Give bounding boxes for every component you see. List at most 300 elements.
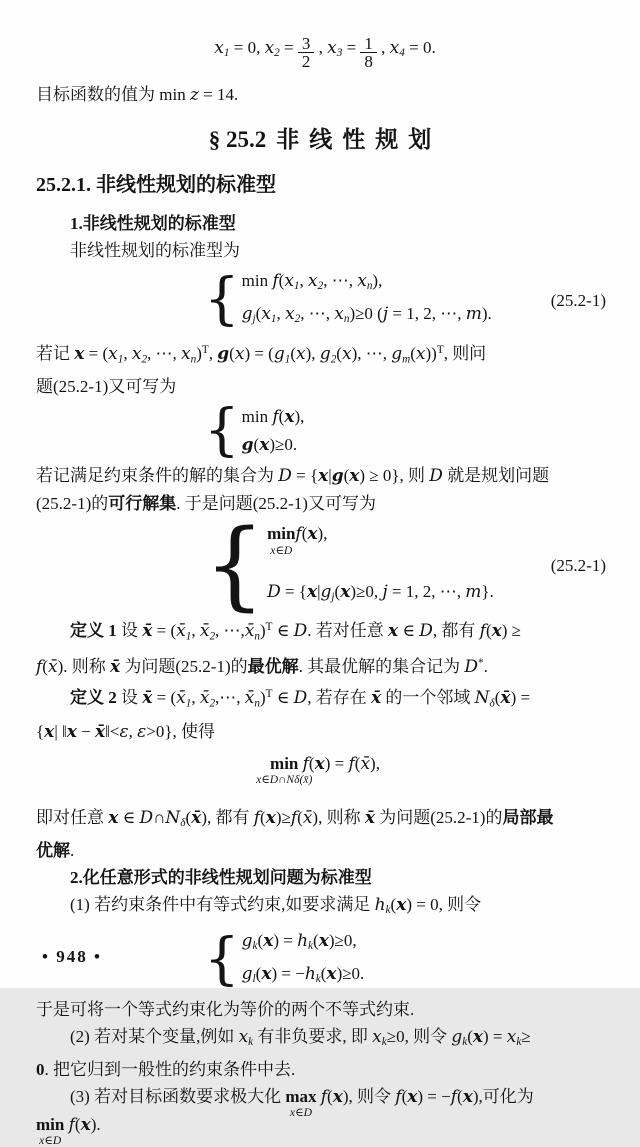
math-subscript: k	[252, 940, 258, 953]
text-run: (	[334, 581, 341, 601]
math-vector-variable: x	[318, 465, 329, 486]
text-run: (	[278, 271, 285, 291]
local-min-equation	[36, 750, 614, 786]
math-variable: ε	[119, 721, 129, 742]
math-variable: x	[284, 271, 294, 292]
text-line	[36, 462, 614, 490]
math-variable: x	[308, 271, 318, 292]
math-subscript: n	[343, 313, 350, 326]
text-line	[36, 1023, 614, 1056]
math-variable: D	[293, 688, 308, 709]
text-line	[36, 614, 614, 650]
text-run: (	[336, 343, 342, 363]
math-subscript: j	[252, 313, 256, 326]
math-variable: x	[296, 343, 306, 364]
text-run: 为问题(25.2-1)的	[120, 657, 248, 677]
text-run: )	[260, 621, 266, 641]
text-run: 若记	[36, 343, 75, 363]
text-line	[36, 337, 614, 373]
text-run: (	[343, 465, 350, 485]
text-run: (	[301, 523, 308, 543]
math-variable: x̄	[176, 688, 186, 709]
left-brace-glyph: {	[204, 397, 240, 463]
equation-row	[242, 960, 365, 993]
text-run: (	[278, 406, 285, 426]
text-run: min	[241, 271, 273, 291]
text-run: ) = 0, 则令	[406, 894, 482, 914]
text-run: ≥0, 则令	[386, 1027, 452, 1047]
subsection-title	[36, 172, 614, 198]
math-vector-variable: x̄	[371, 688, 382, 709]
math-subscript: 4	[399, 47, 405, 60]
document-content	[36, 33, 614, 1147]
math-subscript: δ	[180, 816, 186, 829]
text-run: ‖<	[105, 721, 120, 741]
text-run: ),	[317, 523, 328, 543]
page-number: • 948 •	[42, 947, 102, 966]
math-vector-variable: x̄	[109, 657, 121, 678]
equation-number: (25.2-1)	[550, 555, 606, 575]
text-run: ),	[294, 406, 305, 426]
math-variable: f	[302, 753, 309, 774]
math-variable: x	[389, 38, 400, 58]
math-variable: x	[234, 343, 245, 364]
text-line	[36, 1056, 614, 1083]
text-run: (	[255, 304, 262, 324]
text-run: (	[74, 1115, 81, 1135]
text-run: 若记满足约束条件的解的集合为	[36, 465, 279, 485]
math-subscript: 1	[223, 47, 230, 60]
math-variable: D	[429, 465, 443, 486]
math-variable: m	[465, 581, 482, 602]
text-run: (	[390, 894, 397, 914]
bold-text-run: 2.化任意形式的非线性规划问题为标准型	[70, 867, 372, 887]
math-variable: D	[293, 621, 308, 642]
math-superscript: T	[201, 343, 209, 356]
math-variable: f	[320, 1087, 328, 1108]
display-equation-group	[36, 509, 614, 622]
text-run: = (	[84, 343, 109, 363]
math-variable: g	[319, 343, 331, 364]
math-vector-variable: x	[259, 434, 270, 455]
math-variable: D	[464, 657, 478, 678]
text-run: ), 都有	[201, 807, 254, 827]
math-variable: j	[382, 581, 388, 602]
text-run: .	[70, 840, 75, 860]
text-run: ), ⋯,	[351, 343, 392, 363]
math-variable: x̄	[302, 807, 313, 828]
math-variable: x	[131, 343, 142, 364]
math-vector-variable: x	[407, 1087, 418, 1108]
text-run: 目标函数的值为 min	[36, 85, 190, 105]
text-run: ∈	[272, 621, 294, 641]
math-vector-variable: x	[326, 964, 337, 985]
bold-text-run: 0	[36, 1060, 45, 1080]
math-superscript: T	[265, 621, 273, 633]
text-run: , ⋯,	[323, 271, 358, 291]
text-run: . 把它归到一般性的约束条件中去.	[44, 1060, 296, 1080]
text-run: ∈	[398, 621, 420, 641]
math-vector-variable: x	[261, 964, 272, 985]
text-run: | ‖	[54, 721, 67, 741]
display-equation-group	[36, 397, 614, 463]
text-run: ))	[425, 343, 437, 363]
fraction-numerator: 3	[301, 33, 311, 53]
equation-row	[242, 403, 305, 431]
bold-text-run: 定义 2	[70, 688, 117, 708]
text-run: min	[241, 406, 273, 426]
text-run: )≥0.	[269, 434, 298, 454]
math-vector-variable: x	[340, 581, 351, 602]
math-variable: D	[419, 621, 433, 642]
bold-text-run: 25.2.1. 非线性规划的标准型	[36, 174, 276, 197]
math-variable: N	[165, 807, 181, 828]
text-run: |	[317, 581, 321, 601]
math-variable: f	[68, 1115, 75, 1136]
math-subscript: 2	[209, 630, 216, 643]
text-run: = 0.	[404, 38, 436, 57]
math-variable: x	[327, 38, 337, 58]
text-run: ) ≥	[501, 621, 521, 641]
text-run: ,	[128, 721, 138, 741]
math-variable: x̄	[199, 621, 210, 642]
text-run: (	[354, 753, 361, 773]
text-run: (	[485, 621, 492, 641]
bold-text-run: 定义 1	[70, 621, 117, 641]
math-vector-variable: g	[331, 465, 344, 486]
text-run: )≥0,	[350, 581, 383, 601]
math-subscript: 2	[294, 313, 301, 326]
text-run: (25.2-1)的	[36, 493, 109, 513]
math-vector-variable: g	[241, 434, 254, 455]
text-run: (	[42, 657, 48, 677]
text-run: )≥0,	[328, 931, 357, 951]
text-run: . 其最优解的集合记为	[298, 657, 465, 677]
math-fraction	[298, 35, 315, 72]
math-variable: g	[241, 304, 253, 325]
math-subscript: 1	[284, 352, 291, 365]
text-run: (	[410, 343, 416, 363]
text-run: ,	[191, 688, 200, 708]
left-brace-glyph: {	[204, 267, 240, 333]
text-line	[36, 81, 614, 109]
text-line	[36, 804, 614, 837]
text-run: , ⋯,	[300, 304, 335, 324]
text-line	[36, 1111, 614, 1147]
text-run: ) = −	[271, 964, 305, 984]
equation-system	[204, 267, 492, 333]
text-run: (	[401, 1087, 408, 1107]
text-run: ) = (	[244, 343, 274, 363]
math-vector-variable: x̄	[94, 721, 106, 742]
text-run: (2) 若对某个变量,例如	[70, 1027, 239, 1047]
math-vector-variable: x	[491, 621, 502, 642]
text-run: }.	[481, 581, 494, 601]
text-line	[36, 681, 614, 717]
math-vector-variable: x	[66, 721, 77, 742]
text-run: ), 则令	[342, 1087, 396, 1107]
text-run: 就是规划问题	[442, 465, 550, 485]
math-subscript: k	[315, 973, 321, 986]
math-variable: x̄	[176, 621, 186, 642]
math-subscript: k	[248, 1036, 254, 1049]
text-run: ),	[370, 753, 380, 773]
text-run: ) =	[510, 688, 531, 708]
text-run: , 若存在	[307, 688, 372, 708]
math-vector-variable: x	[74, 343, 85, 364]
math-variable: g	[241, 931, 253, 952]
text-run: = {	[291, 465, 319, 485]
math-subscript: δ	[489, 697, 495, 710]
math-subscript: n	[366, 280, 373, 293]
math-variable: f	[272, 271, 279, 292]
math-subscript: 1	[293, 280, 300, 293]
math-vector-variable: x	[462, 1087, 473, 1108]
math-vector-variable: x	[80, 1115, 91, 1136]
text-run: 设	[116, 688, 143, 708]
equation-number: (25.2-1)	[550, 290, 606, 310]
text-run: ).	[481, 304, 492, 324]
math-variable: g	[391, 343, 403, 364]
text-line	[36, 864, 614, 891]
math-variable: z	[189, 85, 199, 106]
math-variable: g	[273, 343, 285, 364]
fraction-denominator: 2	[298, 52, 315, 71]
equation-rows	[242, 403, 305, 459]
math-vector-variable: x	[263, 931, 274, 952]
text-run: ). 则称	[57, 657, 110, 677]
math-variable: x	[285, 304, 295, 325]
equation-rows	[242, 927, 365, 993]
text-run: 的一个邻域	[381, 688, 475, 708]
math-variable: x	[214, 38, 224, 58]
math-subscript: l	[252, 973, 256, 986]
text-run: ,	[376, 38, 390, 57]
text-run: >0}, 使得	[146, 721, 215, 741]
math-subscript: n	[254, 630, 260, 643]
text-run: {	[36, 721, 45, 741]
math-fraction	[360, 35, 377, 72]
math-variable: x	[415, 343, 426, 364]
text-run: ,⋯,	[215, 688, 245, 708]
math-subscript: 1	[185, 630, 192, 643]
text-run: =	[342, 38, 361, 57]
math-subscript: j	[331, 591, 335, 603]
math-variable: x	[108, 343, 118, 364]
text-line	[36, 210, 614, 237]
math-subscript: 2	[317, 280, 324, 293]
text-run: ),	[305, 343, 320, 363]
math-vector-variable: x̄	[500, 688, 511, 709]
text-run: = 1, 2, ⋯,	[387, 581, 466, 601]
text-run: (	[320, 964, 327, 984]
text-run: ) =	[483, 1027, 507, 1047]
math-vector-variable: x	[307, 523, 318, 544]
text-run: ≥	[521, 1027, 531, 1047]
text-line	[36, 837, 614, 864]
text-run: ).	[90, 1115, 101, 1135]
math-variable: ε	[137, 721, 147, 742]
underscript-condition: x∈D∩Nδ(x̄)	[256, 772, 313, 786]
text-run: (	[290, 343, 297, 363]
text-run: ∈	[272, 688, 294, 708]
math-variable: f	[395, 1087, 402, 1108]
text-run: 非线性规划的标准型为	[70, 241, 240, 261]
underscript-condition: x∈D	[39, 1134, 62, 1147]
text-run: . 于是问题(25.2-1)又可写为	[176, 493, 376, 513]
math-variable: D	[139, 807, 154, 828]
math-variable: x	[334, 304, 344, 325]
math-subscript: 2	[141, 352, 148, 365]
math-variable: f	[295, 523, 302, 544]
math-variable: x̄	[244, 621, 255, 642]
text-run: , 都有	[432, 621, 480, 641]
math-operator-with-underscript: min x∈D∩Nδ(x̄)	[256, 753, 313, 786]
math-superscript: T	[436, 343, 444, 356]
bold-text-run: § 25.2	[208, 127, 267, 153]
text-run: = (	[152, 688, 177, 708]
math-subscript: k	[381, 1036, 387, 1049]
math-subscript: 1	[117, 352, 124, 365]
text-line	[36, 650, 614, 681]
math-variable: h	[304, 964, 316, 985]
text-line	[36, 1083, 614, 1120]
equation-row	[242, 300, 492, 333]
math-variable: x̄	[199, 688, 210, 709]
text-run: ),	[372, 271, 383, 291]
text-run: )≥0 (	[349, 304, 383, 324]
text-run: (	[260, 807, 266, 827]
text-run: = 14.	[198, 85, 239, 105]
math-subscript: 1	[270, 313, 277, 326]
equation-row	[242, 431, 305, 459]
text-line	[36, 490, 614, 517]
left-brace-glyph: {	[204, 509, 266, 622]
text-run: ,	[123, 343, 132, 363]
equation-row	[267, 520, 494, 557]
text-run: ,	[299, 271, 309, 291]
text-line	[36, 718, 614, 746]
math-subscript: n	[254, 697, 260, 710]
math-subscript: k	[308, 940, 314, 953]
math-variable: N	[474, 688, 490, 709]
math-vector-variable: x	[314, 753, 325, 774]
text-run: (	[467, 1027, 473, 1047]
equation-system	[204, 509, 494, 622]
math-vector-variable: x	[108, 807, 119, 828]
text-run: (	[308, 753, 315, 773]
math-variable: x	[238, 1027, 249, 1048]
math-operator-with-underscript: min x∈D	[267, 523, 296, 557]
math-vector-variable: x	[265, 807, 276, 828]
text-run: (3) 若对目标函数要求极大化	[70, 1087, 286, 1107]
text-run: 有非负要求, 即	[253, 1027, 373, 1047]
text-run: (	[494, 688, 501, 708]
math-variable: g	[451, 1027, 463, 1048]
bold-text-run: 最优解	[247, 657, 299, 677]
text-run: 设	[116, 621, 143, 641]
math-variable: x̄	[47, 657, 58, 678]
math-vector-variable: x	[396, 894, 407, 915]
math-variable: h	[374, 894, 386, 915]
text-line	[36, 373, 614, 400]
text-run: ,	[314, 38, 328, 57]
text-run: (	[457, 1087, 463, 1107]
text-run: = 0,	[229, 38, 265, 57]
underscript-condition: x∈D	[270, 543, 293, 557]
text-run: (	[297, 807, 303, 827]
text-run: = 1, 2, ⋯,	[388, 304, 466, 324]
text-run: , ⋯,	[215, 621, 245, 641]
text-run: ) = −	[417, 1087, 451, 1107]
text-run: ∩	[153, 807, 166, 827]
bold-text-run: 优解	[36, 840, 70, 860]
math-vector-variable: x̄	[142, 621, 153, 642]
math-vector-variable: x	[284, 406, 295, 427]
text-run: =	[279, 38, 298, 57]
math-subscript: 2	[274, 47, 280, 60]
math-variable: x	[341, 343, 352, 364]
text-run: . 若对任意	[307, 621, 389, 641]
text-run: ) =	[273, 931, 298, 951]
math-variable: x	[372, 1027, 382, 1048]
math-subscript: k	[516, 1036, 522, 1049]
display-equation-group	[36, 267, 614, 333]
math-variable: h	[297, 931, 309, 952]
solution-values-equation	[36, 34, 614, 71]
math-vector-variable: x	[472, 1027, 484, 1048]
equation-system	[204, 927, 364, 993]
math-variable: f	[348, 753, 355, 774]
math-operator-with-underscript: min x∈D	[36, 1115, 65, 1147]
text-run: ,	[276, 304, 286, 324]
math-vector-variable: x̄	[364, 807, 375, 828]
math-variable: f	[36, 657, 43, 678]
equation-rows	[267, 520, 494, 611]
text-run: (	[253, 434, 260, 454]
equation-row	[267, 578, 494, 611]
equation-row	[242, 927, 365, 960]
left-brace-glyph: {	[204, 926, 240, 992]
equation-system	[204, 397, 305, 463]
math-subscript: 1	[185, 697, 192, 710]
math-variable: x	[261, 304, 271, 325]
text-run: 为问题(25.2-1)的	[374, 807, 503, 827]
math-subscript: k	[462, 1036, 468, 1049]
display-equation-group	[36, 927, 614, 993]
text-run: )	[196, 343, 202, 363]
math-variable: f	[272, 406, 279, 427]
math-vector-variable: x	[306, 581, 318, 602]
math-subscript: 2	[330, 352, 337, 365]
text-run: ) =	[324, 753, 349, 773]
text-run: ,	[208, 343, 218, 363]
math-variable: x	[264, 38, 275, 58]
text-run: (	[229, 343, 235, 363]
text-run: .	[483, 657, 488, 677]
text-run: (	[185, 807, 192, 827]
text-run: = {	[280, 581, 307, 601]
math-vector-variable: x	[388, 621, 399, 642]
text-run: )≥	[275, 807, 291, 827]
math-vector-variable: x̄	[191, 807, 202, 828]
bold-text-run: 可行解集	[108, 493, 177, 513]
math-variable: x̄	[360, 753, 371, 774]
fraction-denominator: 8	[360, 52, 377, 71]
math-variable: f	[479, 621, 486, 642]
math-vector-variable: x	[332, 1087, 343, 1108]
math-subscript: 2	[209, 697, 216, 710]
